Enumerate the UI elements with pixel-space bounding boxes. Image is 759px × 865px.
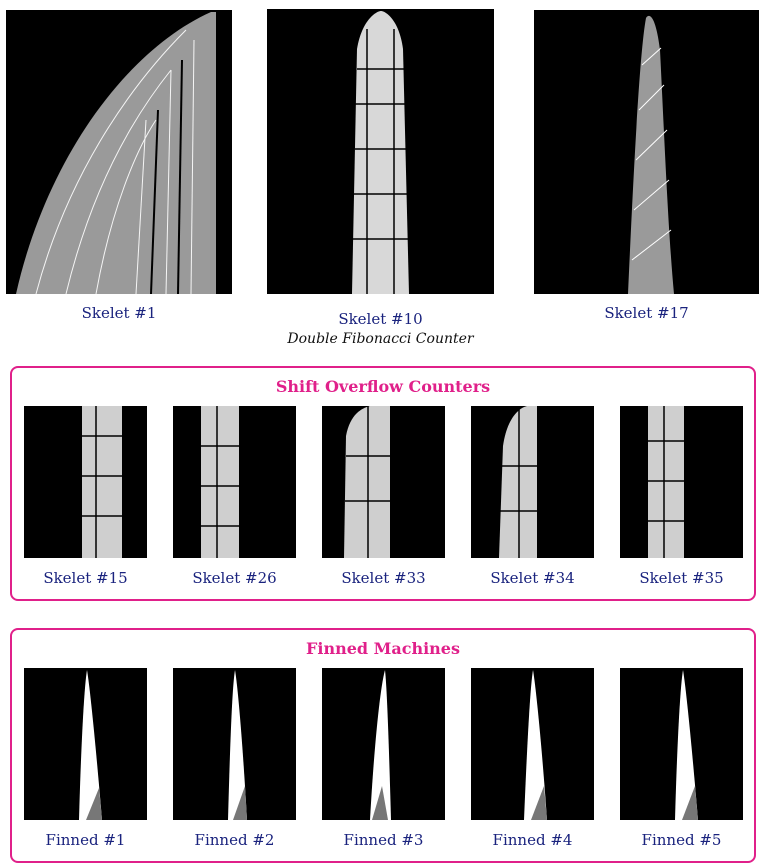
spacetime-diagram-finned-2 (173, 668, 296, 820)
caption-finned-3: Finned #3 (343, 831, 424, 849)
caption-finned-5: Finned #5 (641, 831, 722, 849)
caption-finned-4: Finned #4 (492, 831, 573, 849)
caption-finned-2: Finned #2 (194, 831, 275, 849)
spacetime-diagram-skelet-35 (620, 406, 743, 558)
caption-skelet-17: Skelet #17 (604, 304, 689, 322)
shift-overflow-counters-title: Shift Overflow Counters (275, 377, 491, 396)
subcaption-skelet-10: Double Fibonacci Counter (287, 331, 474, 347)
caption-finned-1: Finned #1 (45, 831, 126, 849)
spacetime-diagram-skelet-33 (322, 406, 445, 558)
finned-machines-title: Finned Machines (306, 639, 460, 658)
spacetime-diagram-skelet-26 (173, 406, 296, 558)
caption-skelet-35: Skelet #35 (639, 569, 724, 587)
spacetime-diagram-skelet-15 (24, 406, 147, 558)
caption-skelet-34: Skelet #34 (490, 569, 575, 587)
spacetime-diagram-skelet-17 (534, 10, 759, 294)
spacetime-diagram-skelet-10 (267, 9, 494, 294)
spacetime-diagram-finned-4 (471, 668, 594, 820)
spacetime-diagram-skelet-34 (471, 406, 594, 558)
spacetime-diagram-skelet-1 (6, 10, 232, 294)
spacetime-diagram-finned-3 (322, 668, 445, 820)
spacetime-diagram-finned-5 (620, 668, 743, 820)
caption-skelet-26: Skelet #26 (192, 569, 277, 587)
caption-skelet-1: Skelet #1 (81, 304, 157, 322)
caption-skelet-10: Skelet #10 (338, 310, 423, 328)
spacetime-diagram-finned-1 (24, 668, 147, 820)
caption-skelet-33: Skelet #33 (341, 569, 426, 587)
caption-skelet-15: Skelet #15 (43, 569, 128, 587)
